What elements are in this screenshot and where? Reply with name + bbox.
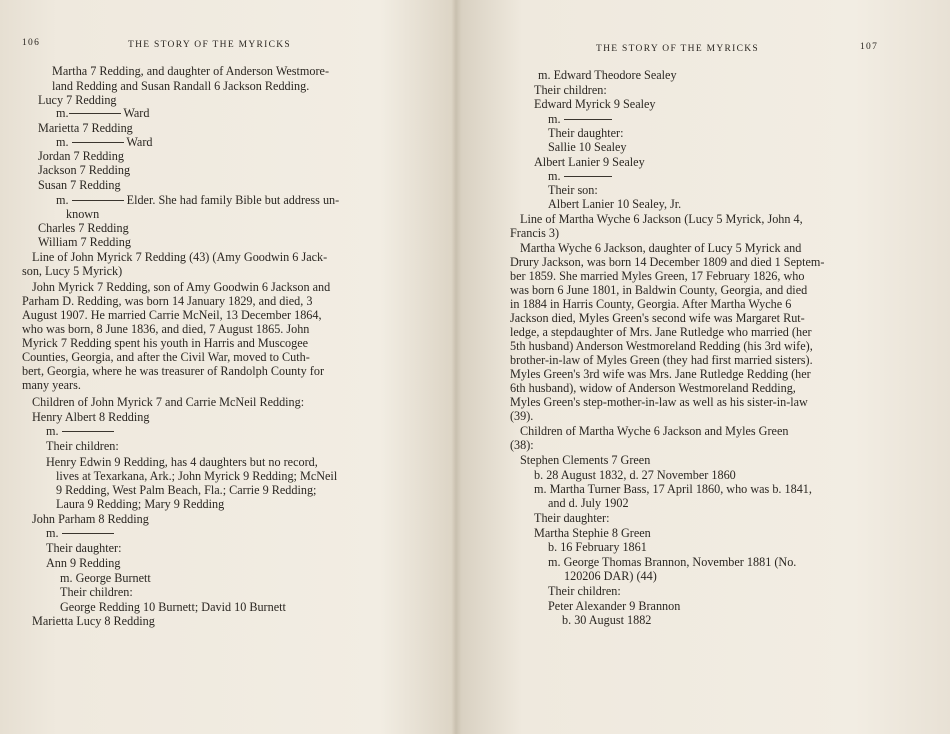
married-line [56, 193, 339, 207]
left-page-number: 106 [22, 38, 41, 48]
text-line: John Parham 8 Redding [32, 512, 149, 526]
text-line: Marietta 7 Redding [38, 121, 133, 135]
text-line: Myrick 7 Redding spent his youth in Harris and Muscogee [22, 336, 309, 350]
text-line: m. George Burnett [60, 571, 151, 585]
text-line: Susan 7 Redding [38, 178, 121, 192]
text-line: Charles 7 Redding [38, 221, 129, 235]
text-line: Their daughter: [548, 126, 624, 140]
text-line: Counties, Georgia, and after the Civil War, moved to Cuth- [22, 350, 310, 364]
text-line: Myles Green's step-mother-in-law as well as his sister-in-law [510, 395, 808, 409]
text-line: Their children: [534, 83, 607, 97]
text-line: was born 6 June 1801, in Baldwin County, Georgia, and died [510, 283, 808, 297]
text-line: Edward Myrick 9 Sealey [534, 97, 656, 111]
text-line: Henry Edwin 9 Redding, has 4 daughters but no record, [46, 455, 318, 469]
text-line: (38): [510, 438, 534, 452]
text-line: 6th husband), widow of Anderson Westmoreland Redding, [510, 381, 796, 395]
text-line: m. Edward Theodore Sealey [538, 68, 677, 82]
text-line: Their children: [46, 439, 119, 453]
married-prefix: m. [46, 424, 59, 438]
text-line: Albert Lanier 9 Sealey [534, 155, 645, 169]
married-line [548, 169, 612, 183]
married-line [56, 135, 153, 149]
text-line: (39). [510, 409, 534, 423]
text-line: land Redding and Susan Randall 6 Jackson Redding. [52, 79, 310, 93]
text-line: 5th husband) Anderson Westmoreland Redding (his 3rd wife), [510, 339, 813, 353]
text-line: Stephen Clements 7 Green [520, 453, 651, 467]
spouse-name: Elder. She had family Bible but address un- [126, 193, 340, 207]
text-line: b. 16 February 1861 [548, 540, 647, 554]
text-line: Parham D. Redding, was born 14 January 1829, and died, 3 [22, 294, 313, 308]
text-line: Their children: [60, 585, 133, 599]
text-line: Their daughter: [46, 541, 122, 555]
text-line: ber 1859. She married Myles Green, 17 February 1826, who [510, 269, 805, 283]
text-line: Jordan 7 Redding [38, 149, 124, 163]
text-line: Francis 3) [510, 226, 560, 240]
text-line: m. Martha Turner Bass, 17 April 1860, who was b. 1841, [534, 482, 812, 496]
left-page [0, 0, 470, 734]
text-line: 120206 DAR) (44) [564, 569, 657, 583]
text-line: Martha Stephie 8 Green [534, 526, 651, 540]
text-line: in 1884 in Harris County, Georgia. After Martha Wyche 6 [510, 297, 792, 311]
spouse-name: Ward [126, 135, 153, 149]
text-line: b. 30 August 1882 [562, 613, 652, 627]
text-line: Children of Martha Wyche 6 Jackson and Myles Green [520, 424, 789, 438]
married-prefix: m. [56, 135, 69, 149]
blank-rule [62, 431, 114, 432]
text-line: Lucy 7 Redding [38, 93, 117, 107]
left-running-head: THE STORY OF THE MYRICKS [128, 40, 291, 50]
text-line: Marietta Lucy 8 Redding [32, 614, 155, 628]
married-prefix: m. [46, 526, 59, 540]
text-line: lives at Texarkana, Ark.; John Myrick 9 Redding; McNeil [56, 469, 338, 483]
text-line: Sallie 10 Sealey [548, 140, 627, 154]
text-line: Albert Lanier 10 Sealey, Jr. [548, 197, 682, 211]
text-line: ledge, a stepdaughter of Mrs. Jane Rutledge who married (her [510, 325, 812, 339]
text-line: 9 Redding, West Palm Beach, Fla.; Carrie 9 Redding; [56, 483, 317, 497]
text-line: Peter Alexander 9 Brannon [548, 599, 681, 613]
text-line: bert, Georgia, where he was treasurer of Randolph County for [22, 364, 324, 378]
right-running-head: THE STORY OF THE MYRICKS [596, 44, 759, 54]
text-line: Line of Martha Wyche 6 Jackson (Lucy 5 Myrick, John 4, [520, 212, 803, 226]
text-line: m. George Thomas Brannon, November 1881 (No. [548, 555, 797, 569]
married-prefix: m. [56, 106, 69, 120]
text-line: George Redding 10 Burnett; David 10 Burnett [60, 600, 286, 614]
text-line: known [66, 207, 100, 221]
text-line: many years. [22, 378, 81, 392]
blank-rule [72, 142, 124, 143]
text-line: Children of John Myrick 7 and Carrie McNeil Redding: [32, 395, 305, 409]
text-line: Their son: [548, 183, 598, 197]
right-page [472, 0, 950, 734]
text-line: who was born, 8 June 1836, and died, 7 August 1865. John [22, 322, 310, 336]
text-line: Henry Albert 8 Redding [32, 410, 150, 424]
text-line: Laura 9 Redding; Mary 9 Redding [56, 497, 225, 511]
married-prefix: m. [56, 193, 69, 207]
text-line: brother-in-law of Myles Green (they had first married sisters). [510, 353, 813, 367]
blank-rule [69, 113, 121, 114]
text-line: b. 28 August 1832, d. 27 November 1860 [534, 468, 736, 482]
married-line [56, 106, 149, 120]
married-line [46, 424, 114, 438]
right-page-number: 107 [860, 42, 879, 52]
text-line: Their children: [548, 584, 621, 598]
text-line: Their daughter: [534, 511, 610, 525]
text-line: Martha 7 Redding, and daughter of Anderson Westmore- [52, 64, 330, 78]
text-line: Jackson 7 Redding [38, 163, 131, 177]
text-line: Martha Wyche 6 Jackson, daughter of Lucy 5 Myrick and [520, 241, 802, 255]
text-line: William 7 Redding [38, 235, 131, 249]
text-line: Ann 9 Redding [46, 556, 121, 570]
text-line: son, Lucy 5 Myrick) [22, 264, 123, 278]
blank-rule [62, 533, 114, 534]
text-line: Line of John Myrick 7 Redding (43) (Amy Goodwin 6 Jack- [32, 250, 328, 264]
spouse-name: Ward [123, 106, 150, 120]
blank-rule [72, 200, 124, 201]
married-line [46, 526, 114, 540]
text-line: August 1907. He married Carrie McNeil, 13 December 1864, [22, 308, 322, 322]
text-line: Drury Jackson, was born 14 December 1809 and died 1 Septem- [510, 255, 825, 269]
married-prefix: m. [548, 169, 561, 183]
married-line [548, 112, 612, 126]
married-prefix: m. [548, 112, 561, 126]
text-line: Myles Green's 3rd wife was Mrs. Jane Rutledge Redding (her [510, 367, 811, 381]
blank-rule [564, 119, 612, 120]
text-line: John Myrick 7 Redding, son of Amy Goodwin 6 Jackson and [32, 280, 331, 294]
blank-rule [564, 176, 612, 177]
text-line: Jackson died, Myles Green's second wife was Margaret Rut- [510, 311, 805, 325]
text-line: and d. July 1902 [548, 496, 629, 510]
